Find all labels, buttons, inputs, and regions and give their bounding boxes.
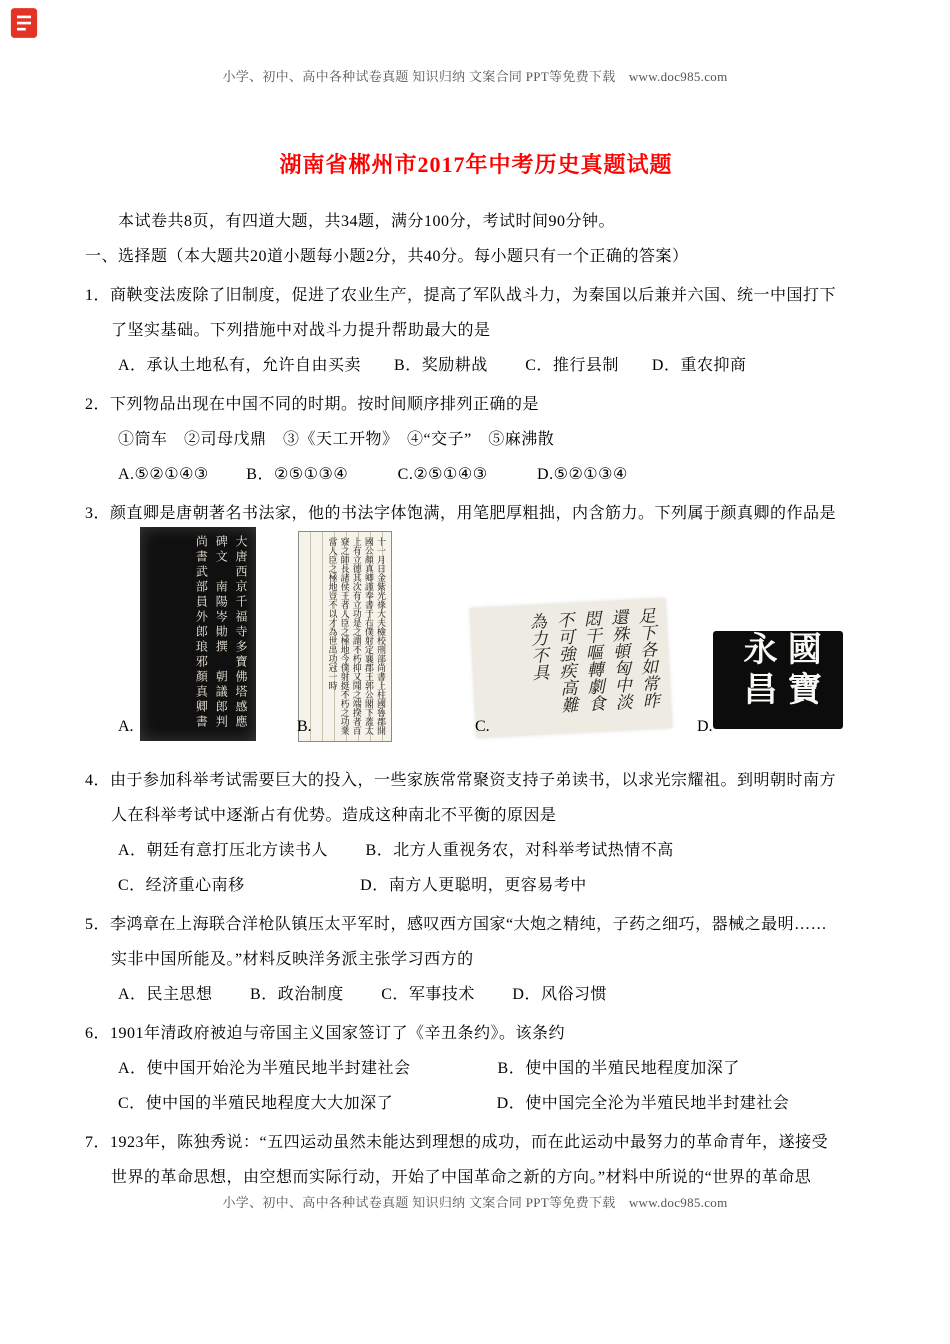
figure-label-c: C. (475, 718, 490, 735)
question-5-options: A．民主思想 B．政治制度 C．军事技术 D．风俗习惯 (118, 986, 607, 1003)
question-1-options: A．承认土地私有，允许自由买卖 B．奖励耕战 C．推行县制 D．重农抑商 (118, 357, 747, 374)
seal-text: 國寶永昌 (738, 631, 820, 711)
question-7-line-2: 世界的革命思想，由空想而实际行动，开始了中国革命之新的方向。”材料中所说的“世界的革命思 (111, 1169, 812, 1186)
exam-content (85, 150, 867, 1195)
question-3-figures (85, 531, 867, 759)
question-7 (85, 1125, 867, 1195)
page-title: 湖南省郴州市2017年中考历史真题试题 (279, 152, 673, 177)
question-5 (85, 907, 867, 1012)
question-2-line-1: 2．下列物品出现在中国不同的时期。按时间顺序排列正确的是 (85, 396, 540, 413)
manuscript-image (298, 531, 392, 742)
stele-rubbing-text: 大唐西京千福寺多寶佛塔感應碑文 南陽岑勛撰 朝議郎判尚書武部員外郎琅邪顏真卿書 (194, 535, 248, 730)
question-6-options-ab: A．使中国开始沦为半殖民地半封建社会 B．使中国的半殖民地程度加深了 (118, 1060, 740, 1077)
question-5-line-2: 实非中国所能及。”材料反映洋务派主张学习西方的 (111, 951, 474, 968)
doc985-logo-icon (10, 7, 38, 39)
cursive-text: 足下各如常昨還殊頓匈中淡悶干嘔轉劇食不可強疾高難為力不具 (526, 606, 660, 714)
question-2-items: ①筒车 ②司母戊鼎 ③《天工开物》 ④“交子” ⑤麻沸散 (118, 431, 555, 448)
question-4-options-ab: A．朝廷有意打压北方读书人 B．北方人重视务农，对科举考试热情不高 (118, 842, 674, 859)
question-5-line-1: 5．李鸿章在上海联合洋枪队镇压太平军时，感叹西方国家“大炮之精纯，子药之细巧，器械之最明…… (85, 916, 828, 933)
footer-watermark: 小学、初中、高中各种试卷真题 知识归纳 文案合同 PPT等免费下载 www.doc985.com (222, 1195, 728, 1210)
question-2 (85, 387, 867, 492)
question-4-line-1: 4．由于参加科举考试需要巨大的投入，一些家族常常聚资支持子弟读书，以求光宗耀祖。到明朝时南方 (85, 772, 837, 789)
question-2-options: A.⑤②①④③ B．②⑤①③④ C.②⑤①④③ D.⑤②①③④ (118, 466, 628, 483)
question-4-line-2: 人在科举考试中逐渐占有优势。造成这种南北不平衡的原因是 (111, 807, 557, 824)
exam-intro: 本试卷共8页，有四道大题，共34题，满分100分，考试时间90分钟。 (118, 213, 616, 230)
seal-stamp-image (713, 631, 843, 729)
stele-rubbing-image (140, 527, 256, 741)
question-6 (85, 1016, 867, 1121)
question-4 (85, 763, 867, 903)
header-watermark: 小学、初中、高中各种试卷真题 知识归纳 文案合同 PPT等免费下载 www.doc985.com (222, 69, 728, 84)
cursive-calligraphy-image (470, 598, 673, 738)
figure-label-b: B. (297, 718, 312, 735)
section-heading: 一、选择题（本大题共20道小题每小题2分，共40分。每小题只有一个正确的答案） (85, 248, 689, 265)
question-1-line-1: 1．商鞅变法废除了旧制度，促进了农业生产，提高了军队战斗力，为秦国以后兼并六国、统一中国打下 (85, 287, 837, 304)
figure-label-a: A. (118, 718, 134, 735)
question-3-line-1: 3．颜直卿是唐朝著名书法家，他的书法字体饱满，用笔肥厚粗拙，内含筋力。下列属于颜真卿的作品是 (85, 505, 837, 522)
question-1 (85, 278, 867, 383)
question-6-line-1: 6．1901年清政府被迫与帝国主义国家签订了《辛丑条约》。该条约 (85, 1025, 566, 1042)
question-1-line-2: 了坚实基础。下列措施中对战斗力提升帮助最大的是 (111, 322, 491, 339)
question-4-options-cd: C．经济重心南移 D．南方人更聪明，更容易考中 (118, 877, 587, 894)
question-3 (85, 496, 867, 759)
question-7-line-1: 7．1923年，陈独秀说：“五四运动虽然未能达到理想的成功，而在此运动中最努力的革命青年，遂接受 (85, 1134, 829, 1151)
figure-label-d: D. (697, 718, 713, 735)
question-6-options-cd: C．使中国的半殖民地程度大大加深了 D．使中国完全沦为半殖民地半封建社会 (118, 1095, 790, 1112)
manuscript-text: 十一月日金紫光祿大夫檢校刑部尚書上柱國魯郡開國公顏真卿謹奉書于右僕射定襄郡王郭公閣下蓋太上有立德其次有立功是之謂不朽抑又聞之端揆者百寮之師長諸侯王者人臣之極地今僕射挺不朽之功業當人臣之極地豈不以才為世出功冠一時 (327, 537, 386, 735)
